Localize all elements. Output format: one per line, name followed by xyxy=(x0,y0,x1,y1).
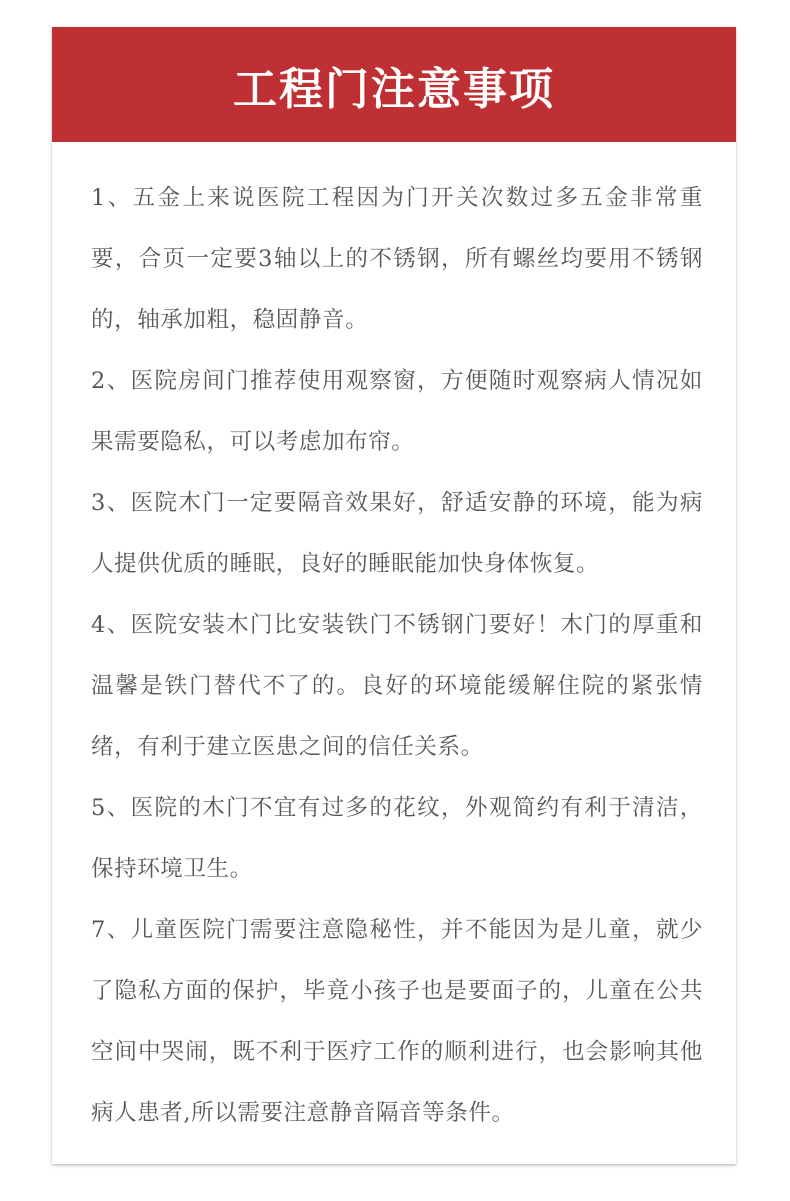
notice-item-3: 3、医院木门一定要隔音效果好，舒适安静的环境，能为病人提供优质的睡眠，良好的睡眠能加快身体恢复。 xyxy=(91,490,703,577)
notice-item-2: 2、医院房间门推荐使用观察窗，方便随时观察病人情况如果需要隐私，可以考虑加布帘。 xyxy=(91,368,703,455)
notice-card xyxy=(52,27,736,1164)
notice-content xyxy=(91,168,703,1144)
title-banner xyxy=(52,27,736,142)
notice-item-1: 1、五金上来说医院工程因为门开关次数过多五金非常重要，合页一定要3轴以上的不锈钢，所有螺丝均要用不锈钢的，轴承加粗，稳固静音。 xyxy=(91,185,703,333)
notice-item-7: 7、儿童医院门需要注意隐秘性，并不能因为是儿童，就少了隐私方面的保护，毕竟小孩子也是要面子的，儿童在公共空间中哭闹，既不利于医疗工作的顺利进行，也会影响其他病人患者,所以需要注意静音隔音等条件。 xyxy=(91,917,703,1126)
notice-item-4: 4、医院安装木门比安装铁门不锈钢门要好！木门的厚重和温馨是铁门替代不了的。良好的环境能缓解住院的紧张情绪，有利于建立医患之间的信任关系。 xyxy=(91,612,703,760)
notice-item-5: 5、医院的木门不宜有过多的花纹，外观简约有利于清洁，保持环境卫生。 xyxy=(91,795,703,882)
page-title: 工程门注意事项 xyxy=(233,63,555,115)
